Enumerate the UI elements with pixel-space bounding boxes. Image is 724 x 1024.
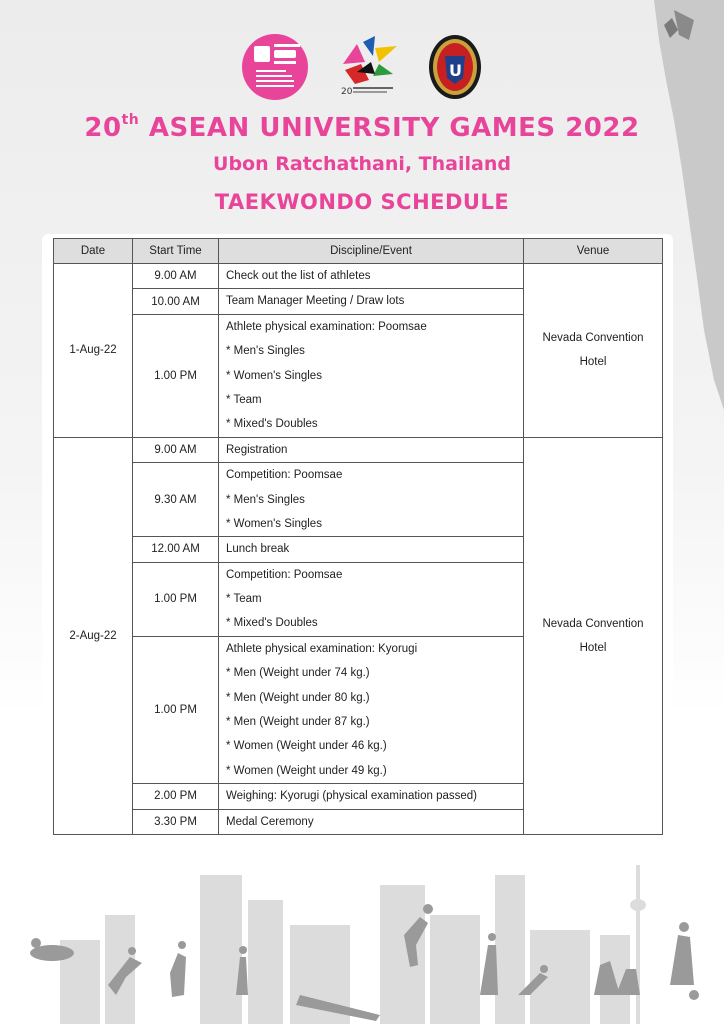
event-line: * Men's Singles xyxy=(226,493,305,506)
event-line: Athlete physical examination: Kyorugi xyxy=(226,642,418,655)
skyline-illustration xyxy=(0,845,724,1024)
time-cell: 9.30 AM xyxy=(133,463,219,537)
venue-line: Nevada Convention xyxy=(542,617,644,630)
event-line: Check out the list of athletes xyxy=(226,270,371,282)
event-line: Competition: Poomsae xyxy=(226,469,343,482)
time-cell: 1.00 PM xyxy=(133,314,219,437)
event-cell xyxy=(219,562,524,636)
event-cell xyxy=(219,463,524,537)
location-title: Ubon Ratchathani, Thailand xyxy=(213,153,511,175)
event-line: Competition: Poomsae xyxy=(226,568,343,581)
col-header-venue: Venue xyxy=(524,239,663,264)
event-cell xyxy=(219,314,524,437)
page-title: 20th ASEAN UNIVERSITY GAMES 2022 xyxy=(84,112,640,143)
event-cell xyxy=(219,636,524,783)
event-line: Medal Ceremony xyxy=(226,815,314,828)
event-line: * Men's Singles xyxy=(226,345,305,358)
event-cell xyxy=(219,537,524,562)
svg-text:U: U xyxy=(449,61,462,80)
time-cell: 1.00 PM xyxy=(133,636,219,783)
event-cell xyxy=(219,809,524,834)
col-header-date: Date xyxy=(54,239,133,264)
logo-row xyxy=(0,34,724,104)
event-line: Lunch break xyxy=(226,543,290,556)
event-cell xyxy=(219,289,524,314)
time-cell: 9.00 AM xyxy=(133,437,219,462)
time-cell: 2.00 PM xyxy=(133,784,219,809)
venue-cell xyxy=(524,437,663,834)
schedule-table xyxy=(53,238,663,835)
shield-logo xyxy=(428,34,482,100)
games-logo xyxy=(335,34,399,100)
university-logo xyxy=(242,34,308,100)
col-header-event: Discipline/Event xyxy=(219,239,524,264)
table-row xyxy=(54,437,663,462)
venue-line: Hotel xyxy=(579,356,607,369)
date-cell: 2-Aug-22 xyxy=(54,437,133,834)
event-line: Team Manager Meeting / Draw lots xyxy=(226,295,405,308)
event-line: Weighing: Kyorugi (physical examination passed) xyxy=(226,790,478,803)
event-line: Athlete physical examination: Poomsae xyxy=(226,320,427,333)
time-cell: 1.00 PM xyxy=(133,562,219,636)
event-line: * Team xyxy=(226,393,262,406)
event-line: * Men (Weight under 80 kg.) xyxy=(226,691,370,704)
time-cell: 3.30 PM xyxy=(133,809,219,834)
table-row xyxy=(54,264,663,289)
event-line: * Women (Weight under 49 kg.) xyxy=(226,764,387,777)
time-cell: 10.00 AM xyxy=(133,289,219,314)
venue-line: Nevada Convention xyxy=(542,332,644,345)
time-cell: 9.00 AM xyxy=(133,264,219,289)
event-line: Registration xyxy=(226,443,288,456)
table-header-row xyxy=(54,239,663,264)
event-line: * Women's Singles xyxy=(226,517,322,530)
event-cell xyxy=(219,264,524,289)
event-line: * Men (Weight under 87 kg.) xyxy=(226,716,370,729)
event-line: * Women's Singles xyxy=(226,369,322,382)
event-line: * Mixed's Doubles xyxy=(226,617,318,630)
event-cell xyxy=(219,784,524,809)
event-line: * Men (Weight under 74 kg.) xyxy=(226,667,370,680)
venue-cell xyxy=(524,264,663,438)
venue-line: Hotel xyxy=(579,641,607,654)
event-line: * Team xyxy=(226,593,262,606)
event-line: * Women (Weight under 46 kg.) xyxy=(226,740,387,753)
col-header-start-time: Start Time xyxy=(133,239,219,264)
date-cell: 1-Aug-22 xyxy=(54,264,133,438)
event-line: * Mixed's Doubles xyxy=(226,418,318,431)
schedule-subtitle: TAEKWONDO SCHEDULE xyxy=(214,190,510,214)
time-cell: 12.00 AM xyxy=(133,537,219,562)
svg-text:20: 20 xyxy=(341,87,353,97)
event-cell xyxy=(219,437,524,462)
